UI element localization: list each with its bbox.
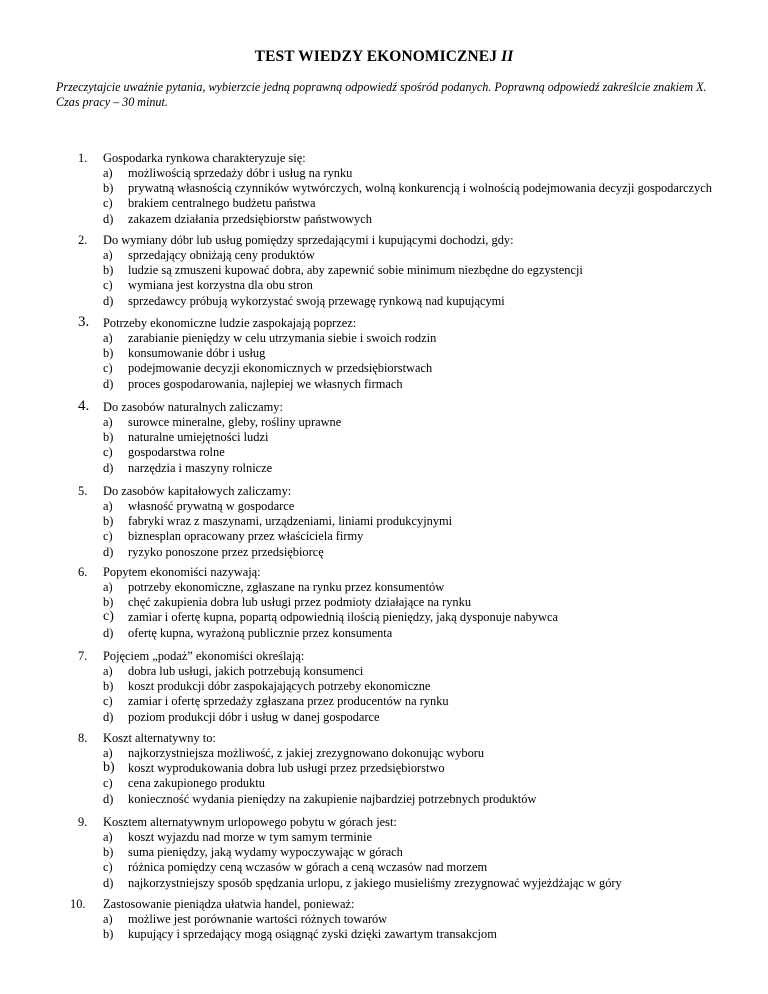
answer-option-a[interactable]: [103, 912, 713, 927]
option-text: ludzie są zmuszeni kupować dobra, aby zapewnić sobie minimum niezbędne do egzystencji: [128, 263, 583, 278]
option-letter: a): [103, 746, 113, 760]
question-number: 7.: [78, 649, 88, 663]
option-text: suma pieniędzy, jaką wydamy wypoczywając w górach: [128, 845, 403, 860]
option-text: dobra lub usługi, jakich potrzebują konsumenci: [128, 664, 364, 678]
title-main: TEST WIEDZY EKONOMICZNEJ: [254, 48, 498, 65]
option-letter: d): [103, 791, 114, 806]
answer-option-a[interactable]: [103, 746, 713, 761]
answer-option-b[interactable]: [103, 595, 713, 610]
option-text: poziom produkcji dóbr i usług w danej gospodarce: [128, 709, 380, 724]
answer-options: [0, 248, 768, 309]
answer-option-b[interactable]: [103, 761, 713, 776]
answer-option-d[interactable]: [103, 212, 713, 227]
answer-option-c[interactable]: [103, 278, 713, 293]
option-letter: b): [103, 514, 114, 529]
answer-options: [0, 746, 768, 807]
question-number: 6.: [78, 565, 88, 579]
answer-option-c[interactable]: [103, 361, 713, 376]
title-roman-numeral: II: [501, 48, 514, 65]
answer-option-b[interactable]: [103, 927, 713, 942]
answer-option-c[interactable]: [103, 694, 713, 709]
answer-options: [0, 912, 768, 942]
option-text: zakazem działania przedsiębiorstw państwowych: [128, 211, 372, 226]
question-text: Gospodarka rynkowa charakteryzuje się:: [103, 151, 306, 165]
option-letter: c): [103, 694, 113, 709]
option-letter: b): [103, 760, 115, 776]
option-text: naturalne umiejętności ludzi: [128, 430, 269, 445]
option-text: koszt wyjazdu nad morze w tym samym terminie: [128, 830, 372, 844]
answer-option-c[interactable]: [103, 860, 713, 875]
option-letter: c): [103, 445, 113, 460]
option-text: fabryki wraz z maszynami, urządzeniami, liniami produkcyjnymi: [128, 514, 453, 529]
option-text: możliwe jest porównanie wartości różnych towarów: [128, 912, 388, 926]
option-letter: d): [103, 625, 114, 640]
answer-options: [0, 499, 768, 560]
question-number: 1.: [78, 151, 88, 165]
option-text: ryzyko ponoszone przez przedsiębiorcę: [128, 544, 324, 559]
option-text: najkorzystniejsza możliwość, z jakiej zrezygnowano dokonując wyboru: [128, 746, 485, 760]
option-text: podejmowanie decyzji ekonomicznych w przedsiębiorstwach: [128, 361, 433, 376]
question-number: 8.: [78, 731, 88, 745]
option-letter: d): [103, 293, 114, 308]
answer-options: [0, 664, 768, 725]
question-text: Do wymiany dóbr lub usług pomiędzy sprzedającymi i kupującymi dochodzi, gdy:: [103, 233, 514, 247]
answer-option-d[interactable]: [103, 710, 713, 725]
answer-option-a[interactable]: [103, 331, 713, 346]
question-number: 9.: [78, 815, 88, 829]
option-letter: a): [103, 580, 113, 594]
option-letter: b): [103, 595, 114, 610]
option-letter: c): [103, 196, 113, 211]
option-text: zamiar i ofertę kupna, popartą odpowiednią ilością pieniędzy, jaką dysponuje nabywca: [128, 610, 558, 625]
option-letter: c): [103, 361, 113, 376]
option-letter: d): [103, 211, 114, 226]
option-text: konieczność wydania pieniędzy na zakupienie najbardziej potrzebnych produktów: [128, 791, 537, 806]
answer-option-b[interactable]: [103, 430, 713, 445]
answer-options: [0, 415, 768, 476]
answer-option-b[interactable]: [103, 845, 713, 860]
option-letter: d): [103, 709, 114, 724]
option-text: możliwością sprzedaży dóbr i usług na rynku: [128, 166, 353, 180]
option-text: koszt wyprodukowania dobra lub usługi przez przedsiębiorstwo: [128, 761, 445, 776]
question-text: Zastosowanie pieniądza ułatwia handel, ponieważ:: [103, 897, 355, 911]
question-text: Koszt alternatywny to:: [103, 731, 216, 745]
option-letter: b): [103, 430, 114, 445]
answer-option-a[interactable]: [103, 580, 713, 595]
option-letter: d): [103, 875, 114, 890]
option-letter: c): [103, 860, 113, 875]
option-letter: c): [103, 529, 113, 544]
option-text: gospodarstwa rolne: [128, 445, 225, 460]
option-letter: a): [103, 415, 113, 429]
answer-option-a[interactable]: [103, 664, 713, 679]
option-letter: a): [103, 166, 113, 180]
option-letter: d): [103, 460, 114, 475]
option-letter: b): [103, 845, 114, 860]
page-title: [0, 48, 768, 66]
question-text: Potrzeby ekonomiczne ludzie zaspokajają poprzez:: [103, 316, 357, 330]
answer-option-d[interactable]: [103, 626, 713, 641]
option-text: surowce mineralne, gleby, rośliny uprawne: [128, 415, 342, 429]
option-text: potrzeby ekonomiczne, zgłaszane na rynku przez konsumentów: [128, 580, 445, 594]
answer-option-a[interactable]: [103, 415, 713, 430]
option-letter: a): [103, 664, 113, 678]
option-letter: a): [103, 499, 113, 513]
option-text: narzędzia i maszyny rolnicze: [128, 460, 273, 475]
answer-option-d[interactable]: [103, 377, 713, 392]
option-text: wymiana jest korzystna dla obu stron: [128, 278, 313, 293]
answer-option-d[interactable]: [103, 545, 713, 560]
option-letter: d): [103, 376, 114, 391]
question-number: 10.: [70, 897, 86, 911]
option-letter: b): [103, 679, 114, 694]
answer-option-b[interactable]: [103, 346, 713, 361]
instructions: [56, 80, 714, 110]
answer-options: [0, 580, 768, 641]
answer-option-a[interactable]: [103, 166, 713, 181]
option-text: chęć zakupienia dobra lub usługi przez podmioty działające na rynku: [128, 595, 472, 610]
answer-options: [0, 830, 768, 891]
option-text: zarabianie pieniędzy w celu utrzymania siebie i swoich rodzin: [128, 331, 437, 345]
answer-option-b[interactable]: [103, 263, 713, 278]
option-letter: b): [103, 927, 114, 942]
question-number: 5.: [78, 484, 88, 498]
answer-option-b[interactable]: [103, 514, 713, 529]
option-letter: a): [103, 331, 113, 345]
option-letter: c): [103, 776, 113, 791]
answer-option-d[interactable]: [103, 792, 713, 807]
option-letter: a): [103, 248, 113, 262]
option-letter: a): [103, 912, 113, 926]
option-text: sprzedający obniżają ceny produktów: [128, 248, 315, 262]
answer-option-c[interactable]: [103, 445, 713, 460]
answer-option-a[interactable]: [103, 830, 713, 845]
question-number: 2.: [78, 233, 88, 247]
answer-option-b[interactable]: [103, 679, 713, 694]
answer-option-c[interactable]: [103, 610, 713, 625]
answer-option-b[interactable]: [103, 181, 713, 196]
question-text: Popytem ekonomiści nazywają:: [103, 565, 261, 579]
option-letter: b): [103, 346, 114, 361]
question-number: 3.: [78, 314, 90, 330]
answer-options: [0, 331, 768, 392]
option-text: zamiar i ofertę sprzedaży zgłaszana przez producentów na rynku: [128, 694, 449, 709]
answer-option-a[interactable]: [103, 499, 713, 514]
time-limit: Czas pracy – 30 minut.: [56, 95, 168, 109]
answer-option-a[interactable]: [103, 248, 713, 263]
option-text: biznesplan opracowany przez właściciela firmy: [128, 529, 364, 544]
question-text: Pojęciem „podaż” ekonomiści określają:: [103, 649, 305, 663]
option-text: koszt produkcji dóbr zaspokajających potrzeby ekonomiczne: [128, 679, 431, 694]
option-text: proces gospodarowania, najlepiej we własnych firmach: [128, 376, 403, 391]
option-text: różnica pomiędzy ceną wczasów w górach a ceną wczasów nad morzem: [128, 860, 488, 875]
option-text: cena zakupionego produktu: [128, 776, 265, 791]
option-letter: b): [103, 181, 114, 196]
answer-option-c[interactable]: [103, 196, 713, 211]
answer-option-d[interactable]: [103, 294, 713, 309]
option-text: ofertę kupna, wyrażoną publicznie przez konsumenta: [128, 625, 393, 640]
answer-options: [0, 166, 768, 227]
question-text: Do zasobów naturalnych zaliczamy:: [103, 400, 283, 414]
option-text: sprzedawcy próbują wykorzystać swoją przewagę rynkową nad kupującymi: [128, 293, 505, 308]
instructions-text: Przeczytajcie uważnie pytania, wybierzcie jedną poprawną odpowiedź spośród podanych. Poprawną odpowiedź zakreślcie znakiem X.: [56, 80, 707, 94]
question-text: Kosztem alternatywnym urlopowego pobytu w górach jest:: [103, 815, 397, 829]
question-text: Do zasobów kapitałowych zaliczamy:: [103, 484, 292, 498]
answer-option-d[interactable]: [103, 461, 713, 476]
answer-option-d[interactable]: [103, 876, 713, 891]
answer-option-c[interactable]: [103, 529, 713, 544]
option-text: brakiem centralnego budżetu państwa: [128, 196, 316, 211]
option-letter: b): [103, 263, 114, 278]
option-text: własność prywatną w gospodarce: [128, 499, 295, 513]
option-text: konsumowanie dóbr i usług: [128, 346, 266, 361]
option-letter: c): [103, 278, 113, 293]
option-letter: d): [103, 544, 114, 559]
option-text: kupujący i sprzedający mogą osiągnąć zyski dzięki zawartym transakcjom: [128, 927, 497, 942]
question-number: 4.: [78, 398, 90, 414]
answer-option-c[interactable]: [103, 776, 713, 791]
option-letter: c): [103, 609, 114, 625]
option-letter: a): [103, 830, 113, 844]
option-text: najkorzystniejszy sposób spędzania urlopu, z jakiego musieliśmy zrezygnować wyjeżdżając w góry: [128, 875, 622, 890]
option-text: prywatną własnością czynników wytwórczych, wolną konkurencją i wolnością podejmowania decyzji gospodarczych: [128, 181, 712, 196]
